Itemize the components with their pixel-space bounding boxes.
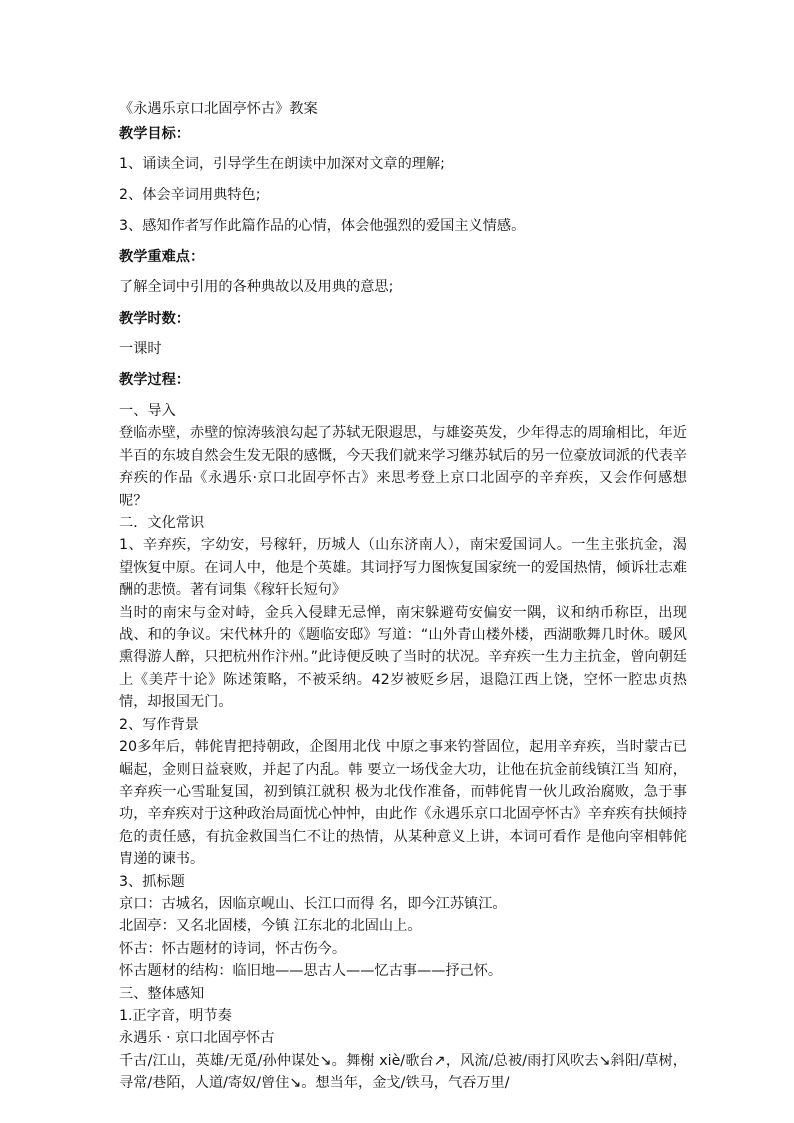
key-difficulties-heading: 教学重难点： xyxy=(119,249,205,265)
overall-perception-heading: 三、整体感知 xyxy=(119,985,205,1002)
teaching-goal-2: 2、体会辛词用典特色; xyxy=(119,187,261,203)
document-title: 《永遇乐京口北固亭怀古》教案 xyxy=(119,101,318,117)
author-paragraph: 1、辛弃疾，字幼安，号稼轩，历城人（山东济南人），南宋爱国词人。一生主张抗金，渴望恢复中原。在词人中，他是个英雄。其词抒写力图恢复国家统一的爱国热情，倾诉壮志难酬的悲愤。著有词集《稼轩长短句》 xyxy=(119,537,687,599)
intro-paragraph: 登临赤壁，赤壁的惊涛骇浪勾起了苏轼无限遐思，与雄姿英发，少年得志的周瑜相比，年近半百的东坡自然会生发无限的感慨，今天我们就来学习继苏轼后的另一位豪放词派的代表辛弃疾的作品《永遇乐·京口北固亭怀古》来思考登上京口北固亭的辛弃疾，又会作何感想呢？ xyxy=(119,425,687,509)
teaching-hours-text: 一课时 xyxy=(119,341,162,357)
teaching-goal-3: 3、感知作者写作此篇作品的心情，体会他强烈的爱国主义情感。 xyxy=(119,218,526,234)
background-heading: 2、写作背景 xyxy=(119,716,199,733)
huaigu-definition: 怀古：怀古题材的诗词，怀古伤今。 xyxy=(119,940,347,957)
teaching-goal-1: 1、诵读全词，引导学生在朗读中加深对文章的理解; xyxy=(119,156,445,172)
history-paragraph: 当时的南宋与金对峙，金兵入侵肆无忌惮，南宋躲避苟安偏安一隅，议和纳币称臣，出现战、和的争议。宋代林升的《题临安邸》写道：“山外青山楼外楼，西湖歌舞几时休。暖风熏得游人醉，只把杭州作汴州。”此诗便反映了当时的状况。辛弃疾一生力主抗金，曾向朝廷上《美芹十论》陈述策略，不被采纳。42岁被贬乡居，退隐江西上饶，空怀一腔忠贞热情，却报国无门。 xyxy=(119,604,687,711)
title-analysis-heading: 3、抓标题 xyxy=(119,873,185,890)
background-paragraph: 20多年后，韩侂胄把持朝政，企图用北伐 中原之事来钓誉固位，起用辛弃疾，当时蒙古已崛起，金则日益衰败，并起了内乱。韩 要立一场伐金大功，让他在抗金前线镇江当 知府，辛弃疾一心雪耻复国，初到镇江就积 极为北伐作准备，而韩侂胄一伙儿政治腐败，急于事功，辛弃疾对于这种政治局面忧心忡忡，由此作《永遇乐京口北固亭怀古》辛弃疾有扶倾持危的责任感，有抗金救国当仁不让的热情，从某种意义上讲，本词可看作 是他向宰相韩侂胄递的谏书。 xyxy=(119,739,687,868)
huaigu-structure: 怀古题材的结构：临旧地——思古人——忆古事——抒己怀。 xyxy=(119,963,503,980)
culture-heading: 二．文化常识 xyxy=(119,515,205,532)
lesson-plan-content xyxy=(119,98,687,1095)
teaching-goals-heading: 教学目标： xyxy=(119,126,190,142)
beiguting-definition: 北固亭：又名北固楼，今镇 江东北的北固山上。 xyxy=(119,918,422,935)
teaching-process-heading: 教学过程： xyxy=(119,372,190,388)
key-difficulties-text: 了解全词中引用的各种典故以及用典的意思; xyxy=(119,279,394,295)
poem-title: 永遇乐 · 京口北固亭怀古 xyxy=(119,1030,275,1047)
jingkou-definition: 京口：古城名，因临京岘山、长江口而得 名，即今江苏镇江。 xyxy=(119,895,507,912)
poem-text: 千古/江山，英雄/无觅/孙仲谋处↘。舞榭 xiè/歌台↗，风流/总被/雨打风吹去↘斜阳/草树，寻常/巷陌，人道/寄奴/曾住↘。想当年，金戈/铁马，气吞万里/ xyxy=(119,1052,687,1092)
pronunciation-item: 1.正字音，明节奏 xyxy=(119,1007,232,1024)
intro-heading: 一、导入 xyxy=(119,403,176,419)
teaching-hours-heading: 教学时数： xyxy=(119,311,190,327)
